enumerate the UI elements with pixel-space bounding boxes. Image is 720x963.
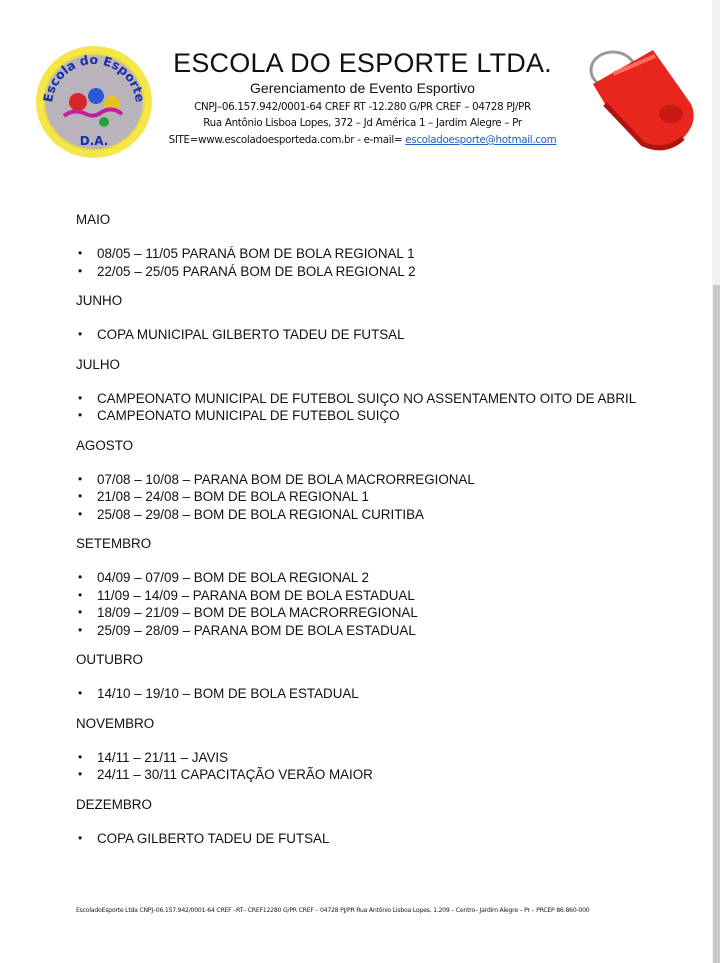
letterhead — [0, 0, 712, 170]
company-subtitle: Gerenciamento de Evento Esportivo — [250, 80, 475, 96]
month-heading: AGOSTO — [76, 437, 134, 453]
month-heading: JUNHO — [76, 293, 123, 308]
list-item: • 25/09 – 28/09 – PARANA BOM DE BOLA ESTADUAL — [76, 622, 696, 640]
school-logo — [34, 44, 154, 159]
event-list — [76, 245, 696, 280]
list-item: • 21/08 – 24/08 – BOM DE BOLA REGIONAL 1 — [76, 488, 696, 506]
event-list — [76, 569, 696, 639]
list-item: • 04/09 – 07/09 – BOM DE BOLA REGIONAL 2 — [76, 569, 696, 587]
month-section — [76, 357, 696, 438]
month-heading: MAIO — [76, 212, 111, 227]
logo-text-bottom: D.A. — [79, 134, 109, 148]
contact-line — [150, 134, 575, 146]
month-heading: JULHO — [76, 356, 120, 372]
event-list — [76, 471, 696, 524]
footer-line: EscoladoEsporte Ltda CNPJ–06.157.942/0001-64 CREF –RT– CREF12280 G/PR CREF – 04728 PJ/PR Rua Antônio Lisboa Lopes, 1.209 – Centro– Jardim Alegre – Pr – PRCEP 86.860-000 — [76, 907, 590, 914]
list-item: • 25/08 – 29/08 – BOM DE BOLA REGIONAL CURITIBA — [76, 506, 696, 524]
list-item: • 24/11 – 30/11 CAPACITAÇÃO VERÃO MAIOR — [76, 766, 696, 784]
event-list — [76, 326, 696, 344]
event-list — [76, 685, 696, 703]
list-item: • 18/09 – 21/09 – BOM DE BOLA MACRORREGIONAL — [76, 604, 696, 622]
list-item: • 08/05 – 11/05 PARANÁ BOM DE BOLA REGIONAL 1 — [76, 245, 696, 263]
list-item: • COPA MUNICIPAL GILBERTO TADEU DE FUTSAL — [76, 326, 696, 344]
list-item: • 07/08 – 10/08 – PARANA BOM DE BOLA MACRORREGIONAL — [76, 471, 696, 489]
event-list — [76, 830, 696, 848]
list-item: • 14/10 – 19/10 – BOM DE BOLA ESTADUAL — [76, 685, 696, 703]
event-list — [76, 390, 696, 425]
list-item: • CAMPEONATO MUNICIPAL DE FUTEBOL SUIÇO — [76, 407, 696, 425]
list-item: • 11/09 – 14/09 – PARANA BOM DE BOLA ESTADUAL — [76, 587, 696, 605]
list-item: • 22/05 – 25/05 PARANÁ BOM DE BOLA REGIONAL 2 — [76, 263, 696, 281]
month-heading: SETEMBRO — [76, 536, 152, 551]
logo-text-top: Escola do Esporte — [40, 51, 148, 104]
company-name: ESCOLA DO ESPORTE LTDA. — [173, 48, 552, 78]
month-section — [76, 536, 696, 652]
month-heading: OUTUBRO — [76, 652, 143, 667]
address-line: Rua Antônio Lisboa Lopes, 372 – Jd América 1 – Jardim Alegre – Pr — [203, 117, 522, 129]
month-section — [76, 293, 696, 357]
event-calendar — [76, 212, 696, 847]
list-item: • COPA GILBERTO TADEU DE FUTSAL — [76, 830, 696, 848]
month-section — [76, 797, 696, 848]
event-list — [76, 749, 696, 784]
month-heading: NOVEMBRO — [76, 715, 155, 731]
month-heading: DEZEMBRO — [76, 796, 152, 812]
scrollbar-thumb[interactable] — [713, 285, 720, 963]
month-section — [76, 212, 696, 293]
list-item: • CAMPEONATO MUNICIPAL DE FUTEBOL SUIÇO NO ASSENTAMENTO OITO DE ABRIL — [76, 390, 696, 408]
site-label: SITE=www.escoladoesporteda.com.br - e-mail= — [168, 134, 406, 146]
registration-line: CNPJ–06.157.942/0001-64 CREF RT -12.280 G/PR CREF – 04728 PJ/PR — [194, 101, 531, 113]
month-section — [76, 716, 696, 797]
month-section — [76, 438, 696, 537]
email-link[interactable]: escoladoesporte@hotmail.com — [405, 134, 557, 146]
month-section — [76, 652, 696, 716]
whistle-icon — [583, 44, 701, 156]
list-item: • 14/11 – 21/11 – JAVIS — [76, 749, 696, 767]
